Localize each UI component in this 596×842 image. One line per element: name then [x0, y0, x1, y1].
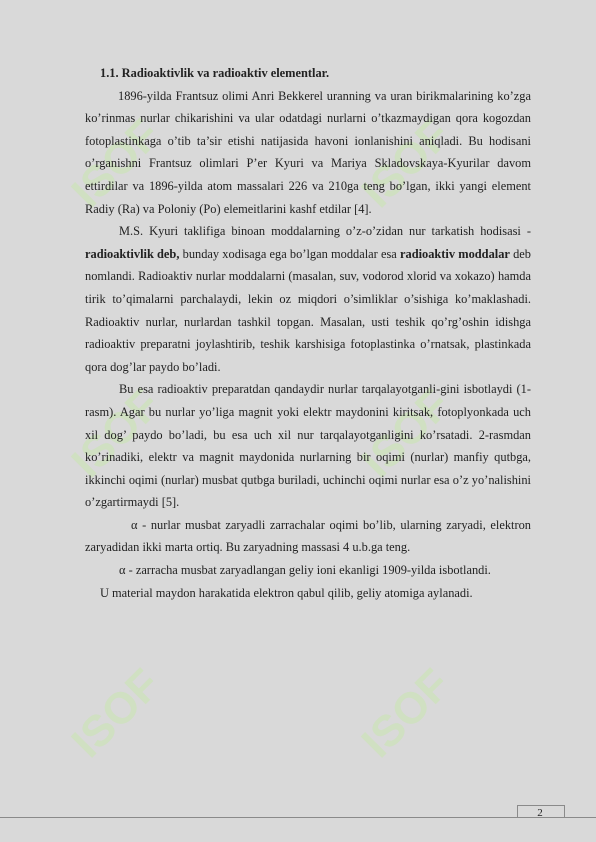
section-heading: 1.1. Radioaktivlik va radioaktiv elementlar. — [100, 66, 330, 80]
watermark-mark: ISOF — [62, 659, 170, 768]
watermark-mark: ISOF — [352, 379, 460, 488]
bold-term: radioaktiv moddalar — [400, 246, 510, 261]
paragraph-text: deb nomlandi. Radioaktiv nurlar moddalarni (masalan, suv, vodorod xlorid va xokazo) hamda tirik to’qimalarni parchalaydi, lekin oz miqdori o’simliklar o’sishiga ko’maklashadi. Radioaktiv nurlar, nurlardan tashkil topgan. Masalan, usti teshik qo’rg’oshin idishga radioaktiv preparatni joylashtirib, teshik karshisiga fotoplastinka o’rnatsak, plastinkada qora dog’lar paydo bo’ladi. — [85, 246, 531, 374]
watermark-mark: ISOF — [352, 659, 460, 768]
page-number: 2 — [537, 807, 543, 819]
paragraph: α - nurlar musbat zaryadli zarrachalar oqimi bo’lib, ularning zaryadi, elektron zaryadidan ikki marta ortiq. Bu zaryadning massasi 4 u.b.ga teng. — [85, 517, 531, 555]
watermark-mark: ISOF — [62, 379, 170, 488]
watermark-mark: ISOF — [352, 109, 460, 218]
bold-term: radioaktivlik deb, — [85, 246, 180, 261]
paragraph: Bu esa radioaktiv preparatdan qandaydir nurlar tarqalayotganli-gini isbotlaydi (1-rasm). Agar bu nurlar yo’liga magnit yoki elektr maydonini kiritsak, fotoplyonkada uch xil dog’ paydo bo’ladi, bu esa uch xil nur tarqalayotganligini ko’rsatadi. 2-rasmdan ko’rinadiki, elektr va magnit maydonida nurlarning bir oqimi (nurlar) manfiy qutbga, ikkinchi oqimi (nurlar) musbat qutbga buriladi, uchinchi oqimi nurlar esa o’z yo’nalishini o’zgartirmaydi [5]. — [85, 382, 531, 510]
paragraph — [85, 220, 531, 378]
paragraph-text: bunday xodisaga ega bo’lgan moddalar esa — [179, 246, 400, 261]
document-body — [85, 62, 531, 604]
watermark-mark: ISOF — [62, 109, 170, 218]
paragraph: 1896-yilda Frantsuz olimi Anri Bekkerel uranning va uran birikmalarining ko’zga ko’rinmas nurlar chikarishini va ular odatdagi nurlarni o’tkazmaydigan qora kogozdan fotoplastinkaga o’tib ta’sir etishi natijasida havoni ionlanishini aniqladi. Bu hodisani o’rganishni Frantsuz olimlari P’er Kyuri va Mariya Skladovskaya-Kyurilar davom ettirdilar va 1896-yilda atom massalari 226 va 210ga teng bo’lgan, ikki yangi element Radiy (Ra) va Poloniy (Po) elemeitlarini kashf etdilar [4]. — [85, 88, 531, 216]
footer-divider — [0, 817, 596, 818]
paragraph: α - zarracha musbat zaryadlangan geliy ioni ekanligi 1909-yilda isbotlandi. — [119, 563, 491, 578]
paragraph-text: M.S. Kyuri taklifiga binoan moddalarning o’z-o’zidan nur tarkatish hodisasi - — [119, 224, 531, 239]
paragraph: U material maydon harakatida elektron qabul qilib, geliy atomiga aylanadi. — [100, 585, 473, 600]
